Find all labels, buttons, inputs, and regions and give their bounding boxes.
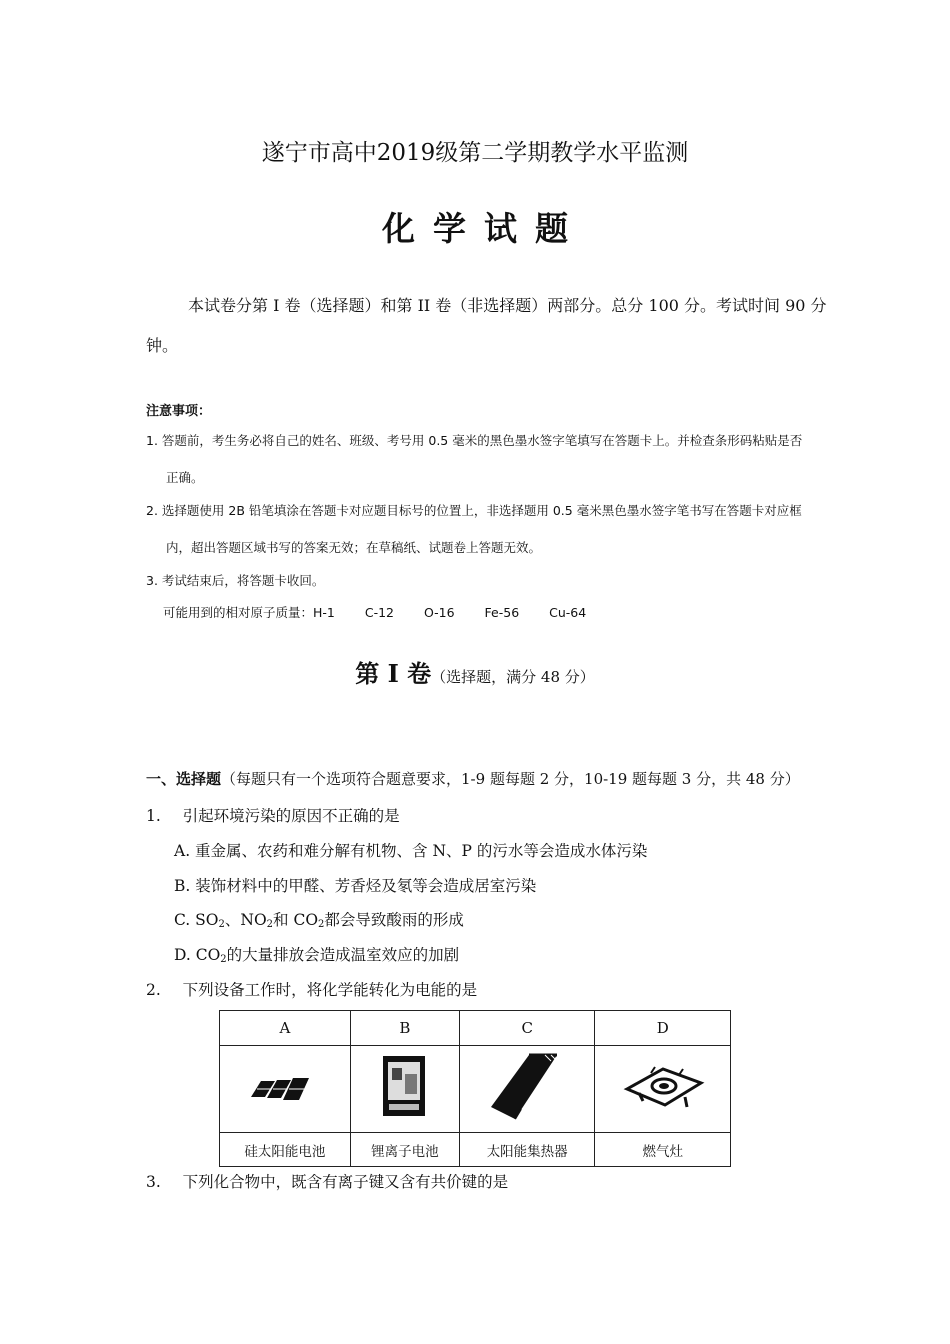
image-cell-c <box>459 1046 595 1133</box>
col-header-b: B <box>350 1011 459 1046</box>
q2-number: 2. <box>146 981 161 999</box>
part-desc: （每题只有一个选项符合题意要求，1-9 题每题 2 分，10-19 题每题 3 分，共 48 分） <box>221 770 800 788</box>
subject-title: 化学试题 <box>382 209 586 248</box>
battery-icon <box>377 1052 433 1122</box>
question-3 <box>146 1170 508 1192</box>
q1-option-d <box>174 943 459 965</box>
atomic-masses <box>163 603 586 621</box>
q1-c-text: 都会导致酸雨的形成 <box>324 911 464 929</box>
q3-number: 3. <box>146 1173 161 1191</box>
section-title: 第 I 卷 <box>355 659 432 688</box>
q1-c-text: 、NO <box>224 911 267 929</box>
part-heading <box>146 768 800 789</box>
label-c: 太阳能集热器 <box>459 1133 595 1167</box>
q1-option-a: A. 重金属、农药和难分解有机物、含 N、P 的污水等会造成水体污染 <box>174 842 648 860</box>
q3-stem: 下列化合物中，既含有离子键又含有共价键的是 <box>182 1173 509 1191</box>
atomic-masses-label: 可能用到的相对原子质量：H-1 <box>163 605 335 620</box>
mass-c: C-12 <box>364 605 394 620</box>
q1-option-b: B. 装饰材料中的甲醛、芳香烃及氡等会造成居室污染 <box>174 877 537 895</box>
q1-c-text: 和 CO <box>273 911 319 929</box>
exam-title: 遂宁市高中2019级第二学期教学水平监测 <box>261 140 689 166</box>
section-note: （选择题，满分 48 分） <box>431 668 595 686</box>
notice-heading: 注意事项： <box>146 404 212 419</box>
q1-c-sub: 2 <box>266 919 274 930</box>
col-header-d: D <box>595 1011 731 1046</box>
q1-c-text: C. SO <box>174 911 219 929</box>
mass-o: O-16 <box>423 605 455 620</box>
image-cell-a <box>220 1046 351 1133</box>
label-d: 燃气灶 <box>595 1133 731 1167</box>
q1-option-c <box>174 908 464 930</box>
q1-number: 1. <box>146 807 161 825</box>
col-header-c: C <box>459 1011 595 1046</box>
section-heading <box>0 654 950 689</box>
q1-d-text: D. CO <box>174 946 221 964</box>
notice-item-1: 1. 答题前，考生务必将自己的姓名、班级、考号用 0.5 毫米的黑色墨水签字笔填写在答题卡上。并检查条形码粘贴是否 <box>146 433 803 448</box>
question-2 <box>146 978 477 1000</box>
intro-line-2: 钟。 <box>146 336 179 355</box>
q1-stem: 引起环境污染的原因不正确的是 <box>182 807 400 825</box>
notice-item-1-cont: 正确。 <box>166 470 204 485</box>
intro-line-1: 本试卷分第 I 卷（选择题）和第 II 卷（非选择题）两部分。总分 100 分。考试时间 90 分 <box>188 296 827 315</box>
q1-d-text: 的大量排放会造成温室效应的加剧 <box>226 946 460 964</box>
label-b: 锂离子电池 <box>350 1133 459 1167</box>
gas-stove-icon <box>621 1059 705 1115</box>
solar-panel-icon <box>245 1067 325 1107</box>
notice-item-2: 2. 选择题使用 2B 铅笔填涂在答题卡对应题目标号的位置上，非选择题用 0.5 毫米黑色墨水签字笔书写在答题卡对应框 <box>146 503 802 518</box>
col-header-a: A <box>220 1011 351 1046</box>
label-a: 硅太阳能电池 <box>220 1133 351 1167</box>
q1-c-sub: 2 <box>218 919 225 930</box>
notice-item-3: 3. 考试结束后，将答题卡收回。 <box>146 573 325 588</box>
mass-cu: Cu-64 <box>549 605 587 620</box>
question-1 <box>146 804 400 826</box>
solar-collector-icon <box>485 1049 569 1125</box>
mass-fe: Fe-56 <box>484 605 520 620</box>
image-cell-d <box>595 1046 731 1133</box>
image-cell-b <box>350 1046 459 1133</box>
part-title: 一、选择题 <box>146 770 222 788</box>
q1-c-sub: 2 <box>318 919 325 930</box>
equipment-table <box>219 1010 731 1167</box>
notice-item-2-cont: 内，超出答题区域书写的答案无效；在草稿纸、试题卷上答题无效。 <box>166 540 542 555</box>
q1-d-sub: 2 <box>220 954 227 965</box>
q2-stem: 下列设备工作时，将化学能转化为电能的是 <box>182 981 478 999</box>
